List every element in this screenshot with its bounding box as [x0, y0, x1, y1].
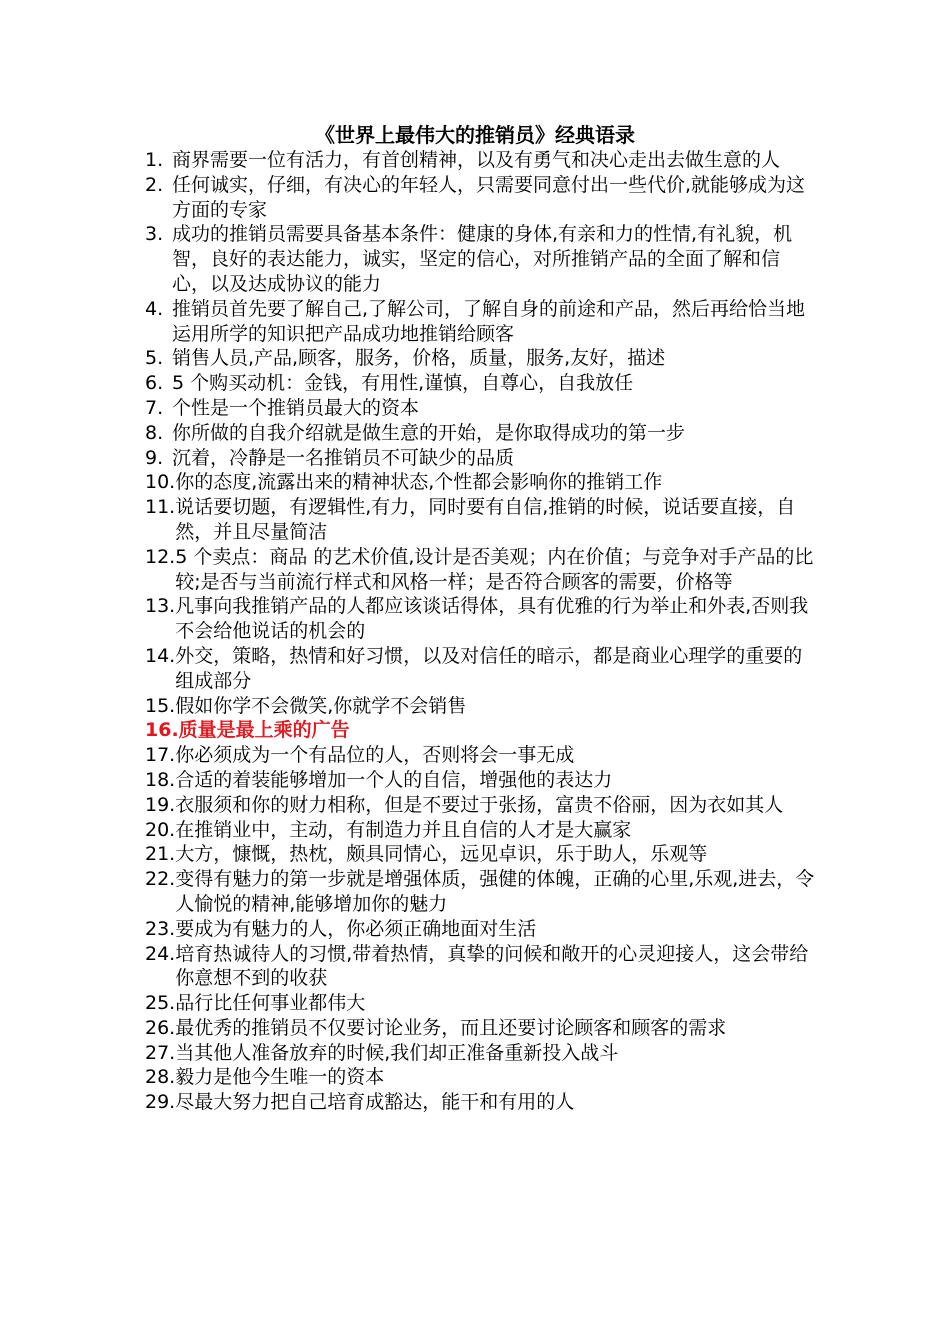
- quote-number: 27.: [145, 1041, 176, 1064]
- quote-text: 凡事向我推销产品的人都应该谈话得体，具有优雅的行为举止和外表,否则我不会给他说话的机会的: [175, 595, 809, 643]
- quote-text: 衣服须和你的财力相称，但是不要过于张扬，富贵不俗丽，因为衣如其人: [175, 793, 784, 816]
- quote-text: 品行比任何事业都伟大: [175, 992, 366, 1015]
- list-item: [145, 148, 815, 173]
- quote-text: 你必须成为一个有品位的人，否则将会一事无成: [175, 744, 575, 767]
- quote-text: 在推销业中，主动，有制造力并且自信的人才是大赢家: [175, 818, 632, 841]
- quote-number: 4.: [145, 297, 164, 320]
- quote-text: 合适的着装能够增加一个人的自信，增强他的表达力: [175, 768, 613, 791]
- list-item: [145, 173, 815, 223]
- quote-text: 推销员首先要了解自己,了解公司，了解自身的前途和产品，然后再给恰当地运用所学的知识把产品成功地推销给顾客: [172, 297, 806, 345]
- quote-number: 13.: [145, 595, 176, 618]
- list-item: [145, 446, 815, 471]
- quote-number: 20.: [145, 818, 176, 841]
- quote-text: 5 个购买动机：金钱，有用性,谨慎，自尊心，自我放任: [172, 372, 634, 395]
- quote-number: 14.: [145, 644, 176, 667]
- quote-text: 你的态度,流露出来的精神状态,个性都会影响你的推销工作: [175, 471, 663, 494]
- quote-text: 销售人员,产品,顾客，服务，价格，质量，服务,友好，描述: [172, 347, 666, 370]
- quote-number: 24.: [145, 942, 176, 965]
- quote-text: 最优秀的推销员不仅要讨论业务，而且还要讨论顾客和顾客的需求: [175, 1016, 727, 1039]
- list-item: [145, 1016, 815, 1041]
- quote-number: 12.: [145, 545, 176, 568]
- quote-text: 要成为有魅力的人，你必须正确地面对生活: [175, 917, 537, 940]
- list-item: [145, 297, 815, 347]
- quote-text: 毅力是他今生唯一的资本: [175, 1066, 385, 1089]
- list-item: [145, 371, 815, 396]
- quote-number: 18.: [145, 768, 176, 791]
- list-item: [145, 867, 815, 917]
- list-item: [145, 421, 815, 446]
- list-item: [145, 1065, 815, 1090]
- quote-text: 个性是一个推销员最大的资本: [172, 396, 420, 419]
- list-item: [145, 594, 815, 644]
- quote-text: 当其他人准备放弃的时候,我们却正准备重新投入战斗: [175, 1041, 619, 1064]
- quote-number: 21.: [145, 843, 176, 866]
- list-item: [145, 644, 815, 694]
- quote-number: 25.: [145, 992, 176, 1015]
- quote-number: 6.: [145, 372, 164, 395]
- quote-number: 5.: [145, 347, 164, 370]
- quote-number: 29.: [145, 1091, 176, 1114]
- list-item: [145, 545, 815, 595]
- list-item: [145, 768, 815, 793]
- document-title: 《世界上最伟大的推销员》经典语录: [315, 123, 635, 147]
- quote-text: 外交，策略，热情和好习惯，以及对信任的暗示，都是商业心理学的重要的组成部分: [175, 644, 803, 692]
- list-item: [145, 842, 815, 867]
- quote-number: 16.: [145, 719, 179, 742]
- quote-text: 大方，慷慨，热枕，颇具同情心，远见卓识，乐于助人，乐观等: [175, 843, 708, 866]
- quote-number: 7.: [145, 396, 164, 419]
- list-item: [145, 396, 815, 421]
- quote-number: 2.: [145, 173, 164, 196]
- list-item: [145, 346, 815, 371]
- list-item: [145, 470, 815, 495]
- quote-number: 22.: [145, 868, 176, 891]
- list-item: [145, 917, 815, 942]
- list-item: [145, 743, 815, 768]
- quote-number: 26.: [145, 1016, 176, 1039]
- quote-number: 9.: [145, 446, 164, 469]
- list-item: [145, 818, 815, 843]
- quote-text: 说话要切题，有逻辑性,有力，同时要有自信,推销的时候，说话要直接，自然，并且尽量简洁: [175, 496, 796, 543]
- list-item: [145, 991, 815, 1016]
- quote-text: 商界需要一位有活力，有首创精神，以及有勇气和决心走出去做生意的人: [172, 149, 781, 171]
- quote-number: 11.: [145, 496, 176, 519]
- quote-number: 17.: [145, 744, 176, 767]
- quote-text: 培育热诚待人的习惯,带着热情，真挚的问候和敞开的心灵迎接人，这会带给你意想不到的收获: [175, 942, 809, 990]
- list-item: [145, 793, 815, 818]
- list-item: [145, 222, 815, 296]
- quote-text: 尽最大努力把自己培育成豁达，能干和有用的人: [175, 1091, 575, 1114]
- quote-text: 5 个卖点：商品 的艺术价值,设计是否美观；内在价值；与竞争对手产品的比较;是否与当前流行样式和风格一样；是否符合顾客的需要，价格等: [175, 545, 814, 593]
- quote-number: 23.: [145, 917, 176, 940]
- quote-number: 1.: [145, 149, 164, 171]
- list-item: [145, 942, 815, 992]
- quote-number: 15.: [145, 694, 176, 717]
- quote-text: 你所做的自我介绍就是做生意的开始，是你取得成功的第一步: [172, 421, 686, 444]
- quote-number: 10.: [145, 471, 176, 494]
- list-item: [145, 1090, 815, 1115]
- quote-number: 19.: [145, 793, 176, 816]
- quote-number: 8.: [145, 421, 164, 444]
- list-item: [145, 694, 815, 719]
- quote-text: 沉着，冷静是一名推销员不可缺少的品质: [172, 446, 515, 469]
- quote-text: 变得有魅力的第一步就是增强体质，强健的体魄，正确的心里,乐观,进去，令人愉悦的精神,能够增加你的魅力: [175, 868, 815, 915]
- quote-text: 成功的推销员需要具备基本条件：健康的身体,有亲和力的性情,有礼貌，机智，良好的表达能力，诚实，坚定的信心，对所推销产品的全面了解和信心，以及达成协议的能力: [172, 223, 793, 295]
- quote-text: 任何诚实，仔细，有决心的年轻人，只需要同意付出一些代价,就能够成为这方面的专家: [172, 173, 806, 221]
- quote-list: [145, 148, 815, 1115]
- quote-number: 28.: [145, 1066, 176, 1089]
- list-item-highlighted: [145, 718, 815, 743]
- list-item: [145, 1041, 815, 1066]
- quote-text: 假如你学不会微笑,你就学不会销售: [175, 694, 467, 717]
- quote-number: 3.: [145, 223, 164, 246]
- quote-text: 质量是最上乘的广告: [178, 719, 350, 742]
- list-item: [145, 495, 815, 545]
